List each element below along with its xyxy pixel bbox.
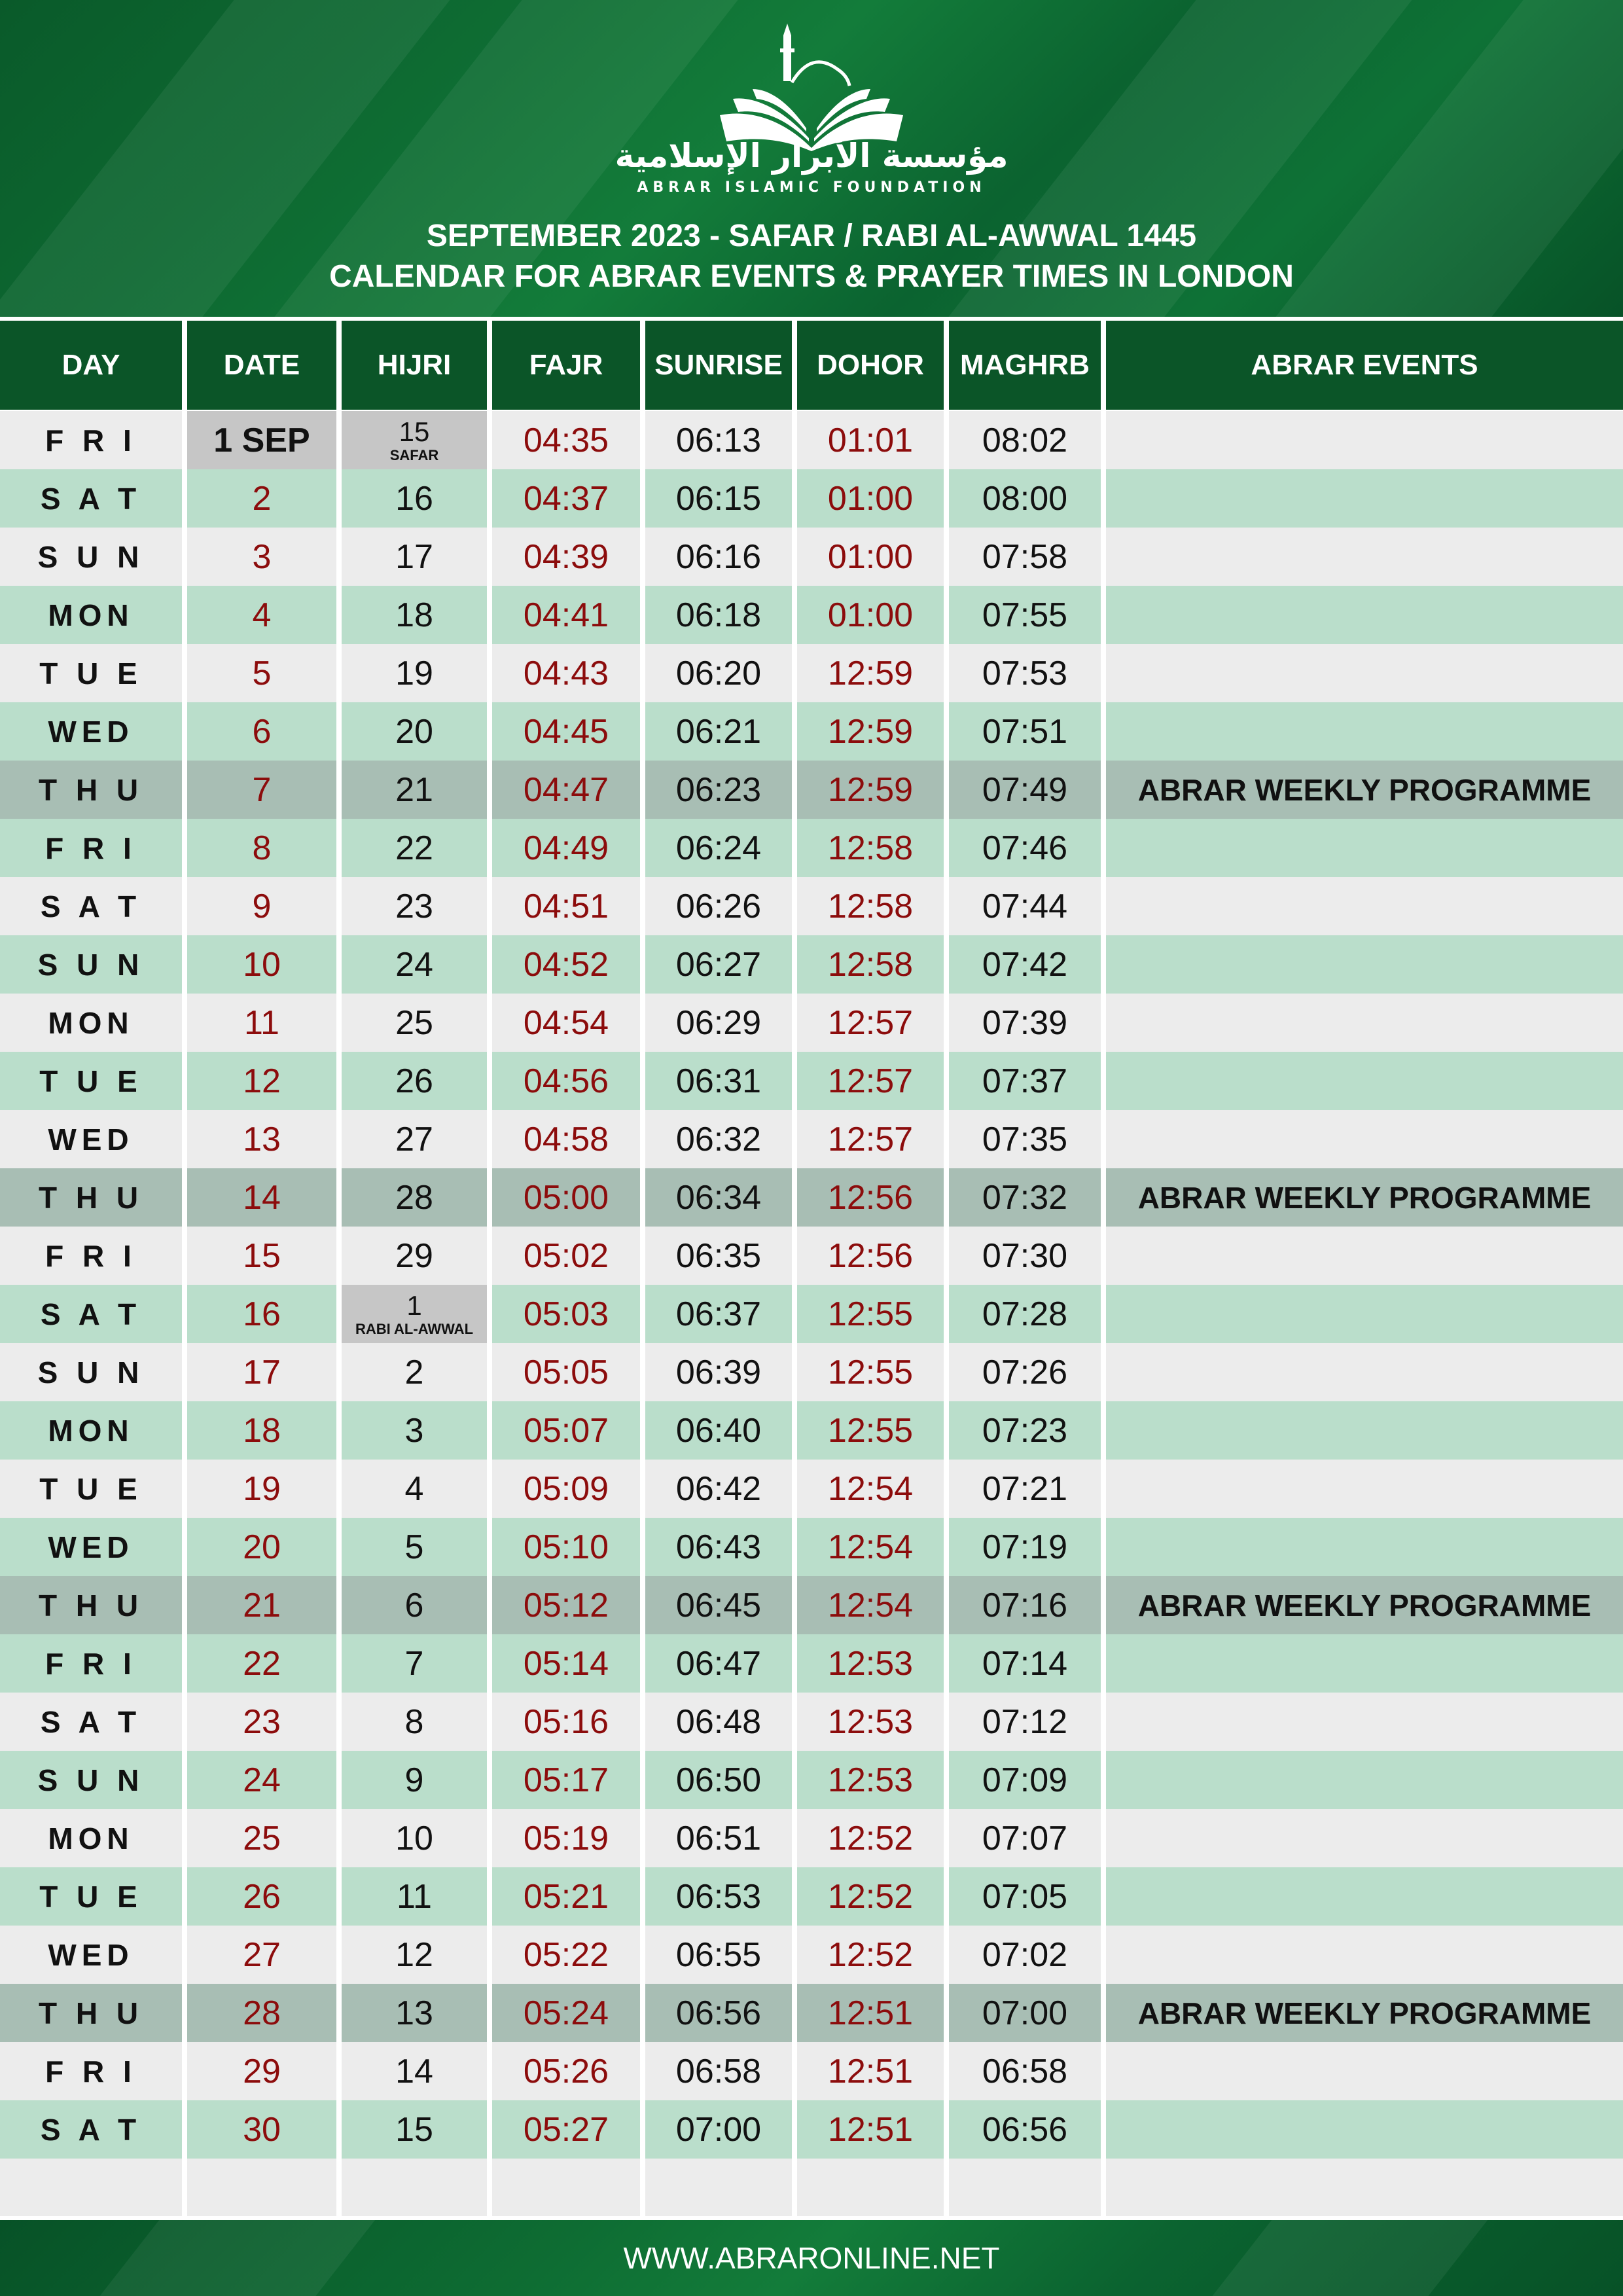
table-row bbox=[0, 1401, 1623, 1460]
maghrb-time: 08:02 bbox=[982, 421, 1068, 459]
event-cell bbox=[1106, 1518, 1623, 1576]
day-cell: T H U bbox=[38, 1180, 144, 1215]
page-footer bbox=[0, 2220, 1623, 2296]
day-cell: T U E bbox=[39, 1064, 143, 1098]
table-row bbox=[0, 469, 1623, 528]
event-cell bbox=[1106, 702, 1623, 761]
fajr-time: 05:03 bbox=[523, 1295, 609, 1333]
event-cell bbox=[1106, 1285, 1623, 1343]
dohor-time: 12:56 bbox=[827, 1178, 914, 1217]
sunrise-time: 06:20 bbox=[675, 654, 762, 692]
fajr-time: 05:19 bbox=[523, 1819, 609, 1857]
fajr-time: 04:51 bbox=[523, 887, 609, 925]
date-cell: 1 SEP bbox=[187, 411, 336, 469]
maghrb-time: 07:53 bbox=[982, 654, 1068, 692]
event-cell bbox=[1106, 528, 1623, 586]
fajr-time: 04:52 bbox=[523, 945, 609, 984]
hijri-cell: 7 bbox=[404, 1644, 424, 1683]
table-row bbox=[0, 877, 1623, 935]
sunrise-time: 06:18 bbox=[675, 596, 762, 634]
hijri-cell: 27 bbox=[395, 1120, 433, 1158]
maghrb-time: 07:32 bbox=[982, 1178, 1068, 1217]
fajr-time: 05:07 bbox=[523, 1411, 609, 1450]
sunrise-time: 06:21 bbox=[675, 712, 762, 751]
maghrb-time: 07:09 bbox=[982, 1761, 1068, 1799]
dohor-time: 01:00 bbox=[827, 596, 914, 634]
maghrb-time: 07:21 bbox=[982, 1469, 1068, 1508]
fajr-time: 05:21 bbox=[523, 1877, 609, 1916]
column-separator bbox=[487, 321, 492, 2216]
date-cell: 27 bbox=[243, 1935, 281, 1974]
maghrb-time: 07:12 bbox=[982, 1702, 1068, 1741]
event-cell: ABRAR WEEKLY PROGRAMME bbox=[1137, 1588, 1592, 1623]
website-link[interactable]: WWW.ABRARONLINE.NET bbox=[623, 2241, 1000, 2275]
table-row bbox=[0, 1343, 1623, 1401]
hijri-month: RABI AL-AWWAL bbox=[355, 1320, 474, 1337]
sunrise-time: 06:29 bbox=[675, 1003, 762, 1042]
sunrise-time: 06:47 bbox=[675, 1644, 762, 1683]
table-row bbox=[0, 1926, 1623, 1984]
event-cell bbox=[1106, 877, 1623, 935]
maghrb-time: 06:58 bbox=[982, 2052, 1068, 2090]
hijri-cell: 28 bbox=[395, 1178, 433, 1217]
event-cell bbox=[1106, 1110, 1623, 1168]
day-cell: T H U bbox=[38, 1996, 144, 2030]
event-cell bbox=[1106, 469, 1623, 528]
hijri-cell: 4 bbox=[404, 1469, 424, 1508]
event-cell bbox=[1106, 1343, 1623, 1401]
dohor-time: 12:51 bbox=[827, 2052, 914, 2090]
day-cell: T H U bbox=[38, 772, 144, 807]
event-cell bbox=[1106, 644, 1623, 702]
date-cell: 5 bbox=[252, 654, 272, 692]
dohor-time: 01:00 bbox=[827, 479, 914, 518]
table-row bbox=[0, 586, 1623, 644]
table-row bbox=[0, 1984, 1623, 2042]
header-hijri: HIJRI bbox=[342, 321, 487, 410]
fajr-time: 04:47 bbox=[523, 770, 609, 809]
sunrise-time: 06:43 bbox=[675, 1528, 762, 1566]
hijri-month: SAFAR bbox=[389, 446, 439, 463]
maghrb-time: 07:49 bbox=[982, 770, 1068, 809]
dohor-time: 01:01 bbox=[827, 421, 914, 459]
day-cell: F R I bbox=[45, 423, 137, 457]
day-cell: S U N bbox=[37, 1355, 145, 1390]
fajr-time: 05:05 bbox=[523, 1353, 609, 1391]
open-book-mosque-logo-icon bbox=[681, 24, 942, 154]
table-row bbox=[0, 1460, 1623, 1518]
sunrise-time: 06:50 bbox=[675, 1761, 762, 1799]
date-cell: 14 bbox=[243, 1178, 281, 1217]
date-cell: 19 bbox=[243, 1469, 281, 1508]
date-cell: 25 bbox=[243, 1819, 281, 1857]
sunrise-time: 06:51 bbox=[675, 1819, 762, 1857]
column-separator bbox=[182, 321, 187, 2216]
day-cell: WED bbox=[48, 1122, 134, 1157]
date-cell: 2 bbox=[252, 479, 272, 518]
fajr-time: 05:00 bbox=[523, 1178, 609, 1217]
dohor-time: 12:55 bbox=[827, 1411, 914, 1450]
fajr-time: 04:45 bbox=[523, 712, 609, 751]
event-cell bbox=[1106, 994, 1623, 1052]
maghrb-time: 07:23 bbox=[982, 1411, 1068, 1450]
event-cell bbox=[1106, 411, 1623, 469]
date-cell: 9 bbox=[252, 887, 272, 925]
table-row bbox=[0, 761, 1623, 819]
hijri-cell: 20 bbox=[395, 712, 433, 751]
table-row bbox=[0, 994, 1623, 1052]
day-cell: S U N bbox=[37, 1763, 145, 1797]
hijri-cell: 2 bbox=[404, 1353, 424, 1391]
hijri-cell: 18 bbox=[395, 596, 433, 634]
day-cell: S U N bbox=[37, 539, 145, 574]
dohor-time: 12:58 bbox=[827, 829, 914, 867]
sunrise-time: 06:40 bbox=[675, 1411, 762, 1450]
event-cell bbox=[1106, 819, 1623, 877]
hijri-cell: 23 bbox=[395, 887, 433, 925]
fajr-time: 05:24 bbox=[523, 1994, 609, 2032]
event-cell: ABRAR WEEKLY PROGRAMME bbox=[1137, 1180, 1592, 1215]
date-cell: 12 bbox=[243, 1062, 281, 1100]
table-row bbox=[0, 2100, 1623, 2159]
dohor-time: 12:53 bbox=[827, 1702, 914, 1741]
day-cell: S A T bbox=[40, 889, 142, 924]
maghrb-time: 07:30 bbox=[982, 1236, 1068, 1275]
sunrise-time: 06:23 bbox=[675, 770, 762, 809]
date-cell: 29 bbox=[243, 2052, 281, 2090]
date-cell: 11 bbox=[244, 1003, 279, 1042]
day-cell: F R I bbox=[45, 2054, 137, 2089]
table-row bbox=[0, 1809, 1623, 1867]
dohor-time: 12:53 bbox=[827, 1644, 914, 1683]
fajr-time: 04:37 bbox=[523, 479, 609, 518]
dohor-time: 12:52 bbox=[827, 1819, 914, 1857]
day-cell: T U E bbox=[39, 1471, 143, 1506]
event-cell bbox=[1106, 1926, 1623, 1984]
table-row bbox=[0, 1110, 1623, 1168]
fajr-time: 05:12 bbox=[523, 1586, 609, 1624]
table-row bbox=[0, 1168, 1623, 1227]
org-name-arabic: مؤسسة الأبرار الإسلامية bbox=[615, 137, 1008, 175]
event-cell bbox=[1106, 1401, 1623, 1460]
day-cell: S A T bbox=[40, 2112, 142, 2147]
hijri-cell: 12 bbox=[395, 1935, 433, 1974]
hijri-cell: 17 bbox=[395, 537, 433, 576]
event-cell bbox=[1106, 1227, 1623, 1285]
maghrb-time: 07:28 bbox=[982, 1295, 1068, 1333]
maghrb-time: 07:37 bbox=[982, 1062, 1068, 1100]
date-cell: 24 bbox=[243, 1761, 281, 1799]
dohor-time: 01:00 bbox=[827, 537, 914, 576]
sunrise-time: 06:45 bbox=[675, 1586, 762, 1624]
fajr-time: 05:22 bbox=[523, 1935, 609, 1974]
header-abrar-events: ABRAR EVENTS bbox=[1106, 321, 1623, 410]
event-cell bbox=[1106, 2100, 1623, 2159]
hijri-cell: 8 bbox=[404, 1702, 424, 1741]
sunrise-time: 06:35 bbox=[675, 1236, 762, 1275]
day-cell: S A T bbox=[40, 481, 142, 516]
table-row bbox=[0, 411, 1623, 469]
day-cell: WED bbox=[48, 714, 134, 749]
sunrise-time: 06:16 bbox=[675, 537, 762, 576]
maghrb-time: 07:07 bbox=[982, 1819, 1068, 1857]
hijri-cell: 15 bbox=[395, 2110, 433, 2149]
fajr-time: 05:02 bbox=[523, 1236, 609, 1275]
fajr-time: 04:58 bbox=[523, 1120, 609, 1158]
hijri-cell: 13 bbox=[395, 1994, 433, 2032]
day-cell: MON bbox=[48, 1005, 134, 1040]
date-cell: 8 bbox=[252, 829, 272, 867]
maghrb-time: 07:58 bbox=[982, 537, 1068, 576]
maghrb-time: 07:44 bbox=[982, 887, 1068, 925]
day-cell: WED bbox=[48, 1530, 134, 1564]
table-row bbox=[0, 1634, 1623, 1693]
table-row bbox=[0, 935, 1623, 994]
dohor-time: 12:59 bbox=[827, 770, 914, 809]
maghrb-time: 07:00 bbox=[982, 1994, 1068, 2032]
day-cell: F R I bbox=[45, 831, 137, 865]
sunrise-time: 06:42 bbox=[675, 1469, 762, 1508]
table-row bbox=[0, 1693, 1623, 1751]
fajr-time: 05:26 bbox=[523, 2052, 609, 2090]
maghrb-time: 06:56 bbox=[982, 2110, 1068, 2149]
maghrb-time: 07:19 bbox=[982, 1528, 1068, 1566]
dohor-time: 12:58 bbox=[827, 887, 914, 925]
dohor-time: 12:57 bbox=[827, 1003, 914, 1042]
sunrise-time: 06:53 bbox=[675, 1877, 762, 1916]
column-separator bbox=[640, 321, 645, 2216]
sunrise-time: 06:26 bbox=[675, 887, 762, 925]
sunrise-time: 06:37 bbox=[675, 1295, 762, 1333]
column-separator bbox=[336, 321, 342, 2216]
header-dohor: DOHOR bbox=[797, 321, 944, 410]
header-fajr: FAJR bbox=[492, 321, 640, 410]
sunrise-time: 06:15 bbox=[675, 479, 762, 518]
event-cell bbox=[1106, 1052, 1623, 1110]
maghrb-time: 07:55 bbox=[982, 596, 1068, 634]
event-cell bbox=[1106, 1460, 1623, 1518]
event-cell: ABRAR WEEKLY PROGRAMME bbox=[1137, 1996, 1592, 2030]
hijri-cell: 3 bbox=[404, 1411, 424, 1450]
hijri-cell: 25 bbox=[395, 1003, 433, 1042]
fajr-time: 04:56 bbox=[523, 1062, 609, 1100]
dohor-time: 12:57 bbox=[827, 1062, 914, 1100]
hijri-day: 15 bbox=[399, 416, 430, 447]
dohor-time: 12:59 bbox=[827, 712, 914, 751]
column-separator bbox=[792, 321, 797, 2216]
maghrb-time: 08:00 bbox=[982, 479, 1068, 518]
fajr-time: 05:17 bbox=[523, 1761, 609, 1799]
sunrise-time: 06:39 bbox=[675, 1353, 762, 1391]
date-cell: 21 bbox=[243, 1586, 281, 1624]
day-cell: F R I bbox=[45, 1646, 137, 1681]
table-row bbox=[0, 819, 1623, 877]
sunrise-time: 06:56 bbox=[675, 1994, 762, 2032]
column-separator bbox=[1101, 321, 1106, 2216]
fajr-time: 05:27 bbox=[523, 2110, 609, 2149]
maghrb-time: 07:51 bbox=[982, 712, 1068, 751]
date-cell: 28 bbox=[243, 1994, 281, 2032]
calendar-title-line-2: CALENDAR FOR ABRAR EVENTS & PRAYER TIMES IN LONDON bbox=[329, 259, 1294, 294]
dohor-time: 12:56 bbox=[827, 1236, 914, 1275]
hijri-cell: 24 bbox=[395, 945, 433, 984]
hijri-cell: 26 bbox=[395, 1062, 433, 1100]
date-cell: 3 bbox=[252, 537, 272, 576]
maghrb-time: 07:14 bbox=[982, 1644, 1068, 1683]
hijri-cell: 11 bbox=[397, 1877, 432, 1916]
fajr-time: 04:49 bbox=[523, 829, 609, 867]
maghrb-time: 07:39 bbox=[982, 1003, 1068, 1042]
hijri-cell: 16 bbox=[395, 479, 433, 518]
sunrise-time: 06:32 bbox=[675, 1120, 762, 1158]
fajr-time: 05:16 bbox=[523, 1702, 609, 1741]
maghrb-time: 07:26 bbox=[982, 1353, 1068, 1391]
maghrb-time: 07:35 bbox=[982, 1120, 1068, 1158]
table-row bbox=[0, 1576, 1623, 1634]
table-row bbox=[0, 1052, 1623, 1110]
date-cell: 20 bbox=[243, 1528, 281, 1566]
fajr-time: 05:10 bbox=[523, 1528, 609, 1566]
fajr-time: 04:43 bbox=[523, 654, 609, 692]
dohor-time: 12:57 bbox=[827, 1120, 914, 1158]
day-cell: MON bbox=[48, 1821, 134, 1856]
sunrise-time: 06:27 bbox=[675, 945, 762, 984]
calendar-title-line-1: SEPTEMBER 2023 - SAFAR / RABI AL-AWWAL 1445 bbox=[426, 219, 1197, 253]
date-cell: 6 bbox=[252, 712, 272, 751]
hijri-cell: 5 bbox=[404, 1528, 424, 1566]
event-cell bbox=[1106, 1693, 1623, 1751]
dohor-time: 12:55 bbox=[827, 1295, 914, 1333]
day-cell: MON bbox=[48, 1413, 134, 1448]
day-cell: F R I bbox=[45, 1238, 137, 1273]
maghrb-time: 07:16 bbox=[982, 1586, 1068, 1624]
day-cell: T U E bbox=[39, 1879, 143, 1914]
maghrb-time: 07:46 bbox=[982, 829, 1068, 867]
event-cell bbox=[1106, 1867, 1623, 1926]
dohor-time: 12:52 bbox=[827, 1877, 914, 1916]
event-cell bbox=[1106, 1751, 1623, 1809]
sunrise-time: 06:24 bbox=[675, 829, 762, 867]
day-cell: T U E bbox=[39, 656, 143, 691]
table-row bbox=[0, 1227, 1623, 1285]
table-row bbox=[0, 1285, 1623, 1343]
hijri-cell bbox=[342, 1285, 487, 1343]
header-sunrise: SUNRISE bbox=[645, 321, 792, 410]
sunrise-time: 06:13 bbox=[675, 421, 762, 459]
event-cell bbox=[1106, 2042, 1623, 2100]
fajr-time: 04:39 bbox=[523, 537, 609, 576]
sunrise-time: 06:34 bbox=[675, 1178, 762, 1217]
day-cell: S A T bbox=[40, 1297, 142, 1331]
hijri-cell: 9 bbox=[404, 1761, 424, 1799]
table-row bbox=[0, 1518, 1623, 1576]
dohor-time: 12:59 bbox=[827, 654, 914, 692]
hijri-cell: 14 bbox=[395, 2052, 433, 2090]
date-cell: 15 bbox=[243, 1236, 281, 1275]
table-row bbox=[0, 702, 1623, 761]
table-row bbox=[0, 528, 1623, 586]
hijri-cell: 6 bbox=[404, 1586, 424, 1624]
dohor-time: 12:58 bbox=[827, 945, 914, 984]
org-name-english: ABRAR ISLAMIC FOUNDATION bbox=[637, 179, 986, 196]
header-date: DATE bbox=[187, 321, 336, 410]
column-separator bbox=[944, 321, 949, 2216]
event-cell bbox=[1106, 935, 1623, 994]
day-cell: S A T bbox=[40, 1704, 142, 1739]
event-cell bbox=[1106, 1634, 1623, 1693]
hijri-cell: 21 bbox=[395, 770, 433, 809]
date-cell: 17 bbox=[243, 1353, 281, 1391]
fajr-time: 05:14 bbox=[523, 1644, 609, 1683]
hijri-cell: 10 bbox=[395, 1819, 433, 1857]
hijri-cell: 19 bbox=[395, 654, 433, 692]
date-cell: 22 bbox=[243, 1644, 281, 1683]
date-cell: 10 bbox=[243, 945, 281, 984]
sunrise-time: 06:31 bbox=[675, 1062, 762, 1100]
maghrb-time: 07:42 bbox=[982, 945, 1068, 984]
table-row bbox=[0, 2042, 1623, 2100]
hijri-cell bbox=[342, 411, 487, 469]
dohor-time: 12:54 bbox=[827, 1528, 914, 1566]
day-cell: S U N bbox=[37, 947, 145, 982]
date-cell: 7 bbox=[252, 770, 272, 809]
header-maghrb: MAGHRB bbox=[949, 321, 1101, 410]
day-cell: T H U bbox=[38, 1588, 144, 1623]
sunrise-time: 06:58 bbox=[675, 2052, 762, 2090]
date-cell: 4 bbox=[252, 596, 272, 634]
page-header bbox=[0, 0, 1623, 317]
date-cell: 16 bbox=[243, 1295, 281, 1333]
prayer-times-table bbox=[0, 411, 1623, 2216]
hijri-day: 1 bbox=[406, 1289, 422, 1321]
dohor-time: 12:52 bbox=[827, 1935, 914, 1974]
dohor-time: 12:53 bbox=[827, 1761, 914, 1799]
fajr-time: 05:09 bbox=[523, 1469, 609, 1508]
date-cell: 30 bbox=[243, 2110, 281, 2149]
date-cell: 18 bbox=[243, 1411, 281, 1450]
date-cell: 26 bbox=[243, 1877, 281, 1916]
fajr-time: 04:41 bbox=[523, 596, 609, 634]
sunrise-time: 07:00 bbox=[675, 2110, 762, 2149]
date-cell: 13 bbox=[243, 1120, 281, 1158]
dohor-time: 12:54 bbox=[827, 1469, 914, 1508]
hijri-cell: 22 bbox=[395, 829, 433, 867]
fajr-time: 04:35 bbox=[523, 421, 609, 459]
date-cell: 23 bbox=[243, 1702, 281, 1741]
event-cell bbox=[1106, 586, 1623, 644]
event-cell bbox=[1106, 1809, 1623, 1867]
sunrise-time: 06:48 bbox=[675, 1702, 762, 1741]
event-cell: ABRAR WEEKLY PROGRAMME bbox=[1137, 772, 1592, 807]
header-day: DAY bbox=[0, 321, 182, 410]
sunrise-time: 06:55 bbox=[675, 1935, 762, 1974]
dohor-time: 12:51 bbox=[827, 2110, 914, 2149]
table-row bbox=[0, 1751, 1623, 1809]
maghrb-time: 07:02 bbox=[982, 1935, 1068, 1974]
day-cell: MON bbox=[48, 598, 134, 632]
day-cell: WED bbox=[48, 1937, 134, 1972]
hijri-cell: 29 bbox=[395, 1236, 433, 1275]
table-row bbox=[0, 644, 1623, 702]
maghrb-time: 07:05 bbox=[982, 1877, 1068, 1916]
table-row bbox=[0, 1867, 1623, 1926]
dohor-time: 12:51 bbox=[827, 1994, 914, 2032]
dohor-time: 12:55 bbox=[827, 1353, 914, 1391]
dohor-time: 12:54 bbox=[827, 1586, 914, 1624]
fajr-time: 04:54 bbox=[523, 1003, 609, 1042]
